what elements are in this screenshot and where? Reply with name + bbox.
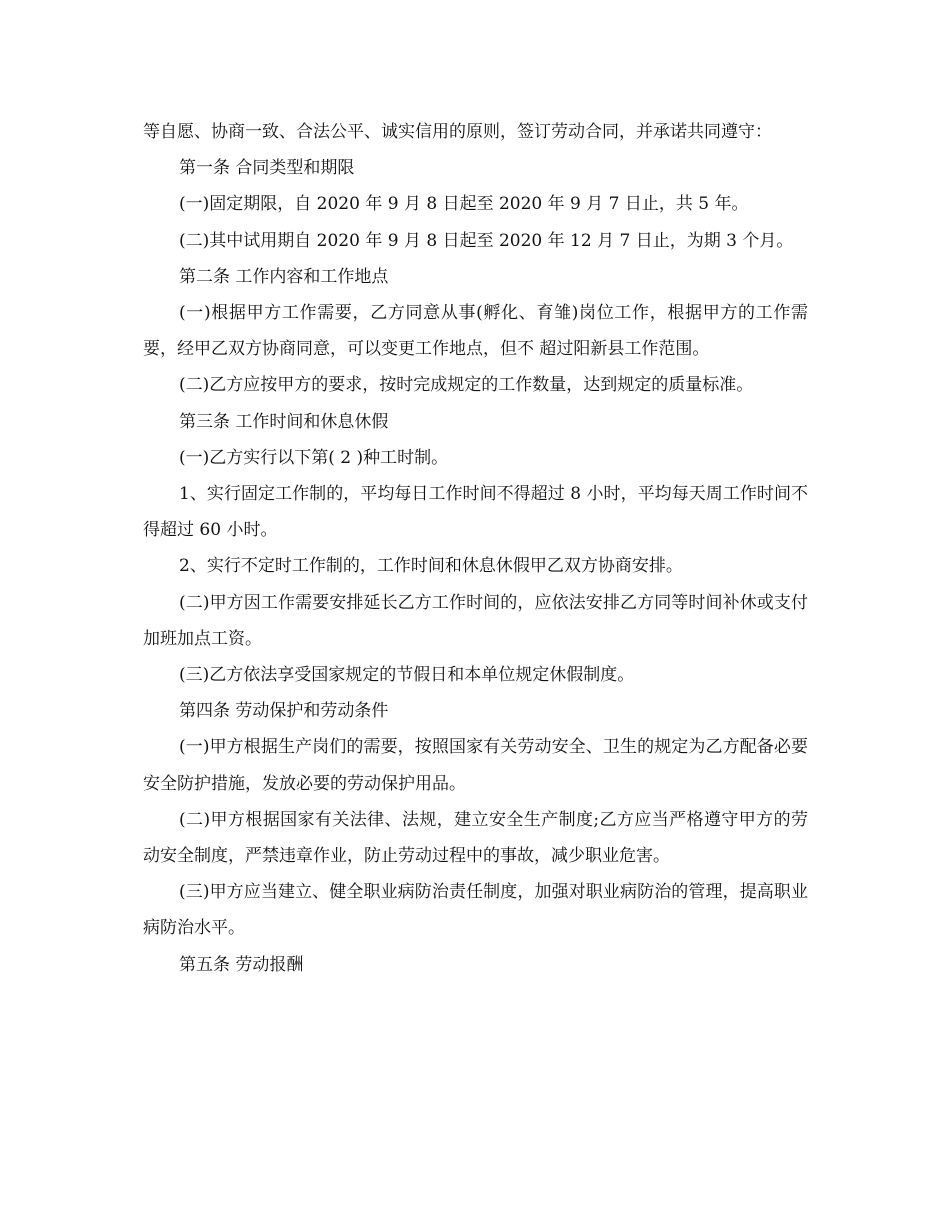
article-3-clause-1: (一)乙方实行以下第( 2 )种工时制。: [179, 447, 449, 468]
article-3-heading: 第三条 工作时间和休息休假: [179, 411, 389, 432]
paragraph-intro-continuation: 等自愿、协商一致、合法公平、诚实信用的原则，签订劳动合同，并承诺共同遵守：: [143, 122, 772, 142]
article-2-clause-2: (二)乙方应按甲方的要求，按时完成规定的工作数量，达到规定的质量标准。: [179, 375, 754, 396]
article-3-clause-3: (三)乙方依法享受国家规定的节假日和本单位规定休假制度。: [179, 665, 635, 686]
article-1-clause-2: (二)其中试用期自 2020 年 9 月 8 日起至 2020 年 12 月 7 日止，为期 3 个月。: [179, 230, 794, 251]
article-2-heading: 第二条 工作内容和工作地点: [179, 266, 389, 287]
article-3-item-1: 1、实行固定工作制的，平均每日工作时间不得超过 8 小时，平均每天周工作时间不得超过 60 小时。: [143, 484, 808, 541]
article-3-item-2: 2、实行不定时工作制的，工作时间和休息休假甲乙双方协商安排。: [179, 556, 683, 577]
article-1-clause-1: (一)固定期限，自 2020 年 9 月 8 日起至 2020 年 9 月 7 日止，共 5 年。: [179, 194, 749, 215]
document-body: [143, 114, 808, 983]
article-1-heading: 第一条 合同类型和期限: [179, 158, 355, 179]
article-3-clause-2: (二)甲方因工作需要安排延长乙方工作时间的，应依法安排乙方同等时间补休或支付加班加点工资。: [143, 592, 808, 649]
article-4-heading: 第四条 劳动保护和劳动条件: [179, 701, 389, 722]
article-4-clause-1: (一)甲方根据生产岗们的需要，按照国家有关劳动安全、卫生的规定为乙方配备必要安全防护措施，发放必要的劳动保护用品。: [143, 737, 808, 794]
article-2-clause-1: (一)根据甲方工作需要，乙方同意从事(孵化、育雏)岗位工作，根据甲方的工作需要，经甲乙双方协商同意，可以变更工作地点，但不 超过阳新县工作范围。: [143, 303, 808, 360]
article-5-heading: 第五条 劳动报酬: [179, 954, 304, 975]
article-4-clause-3: (三)甲方应当建立、健全职业病防治责任制度，加强对职业病防治的管理，提高职业病防治水平。: [143, 882, 808, 939]
article-4-clause-2: (二)甲方根据国家有关法律、法规，建立安全生产制度;乙方应当严格遵守甲方的劳动安全制度，严禁违章作业，防止劳动过程中的事故，减少职业危害。: [143, 809, 808, 867]
